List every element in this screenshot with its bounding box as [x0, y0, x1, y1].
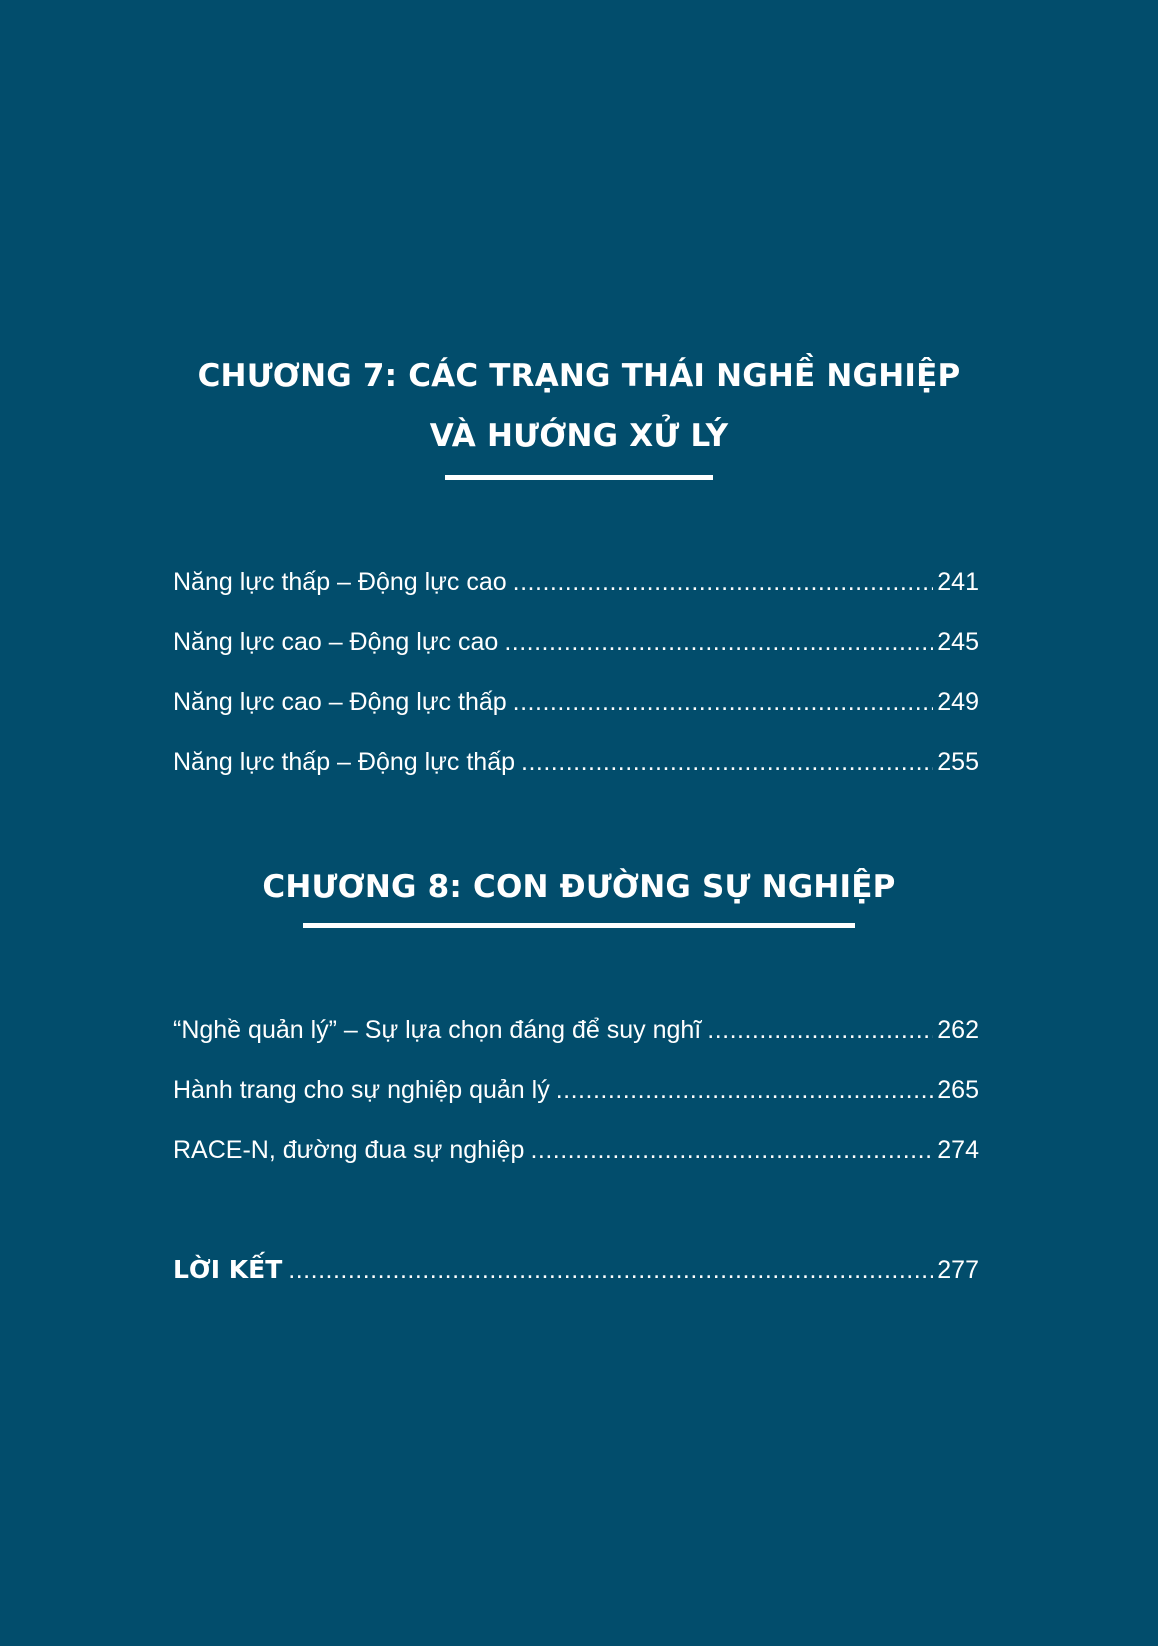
chapter-7-title-line-2: VÀ HƯỚNG XỬ LÝ — [429, 418, 729, 454]
toc-leader-dots — [504, 625, 933, 659]
toc-entry-page: 255 — [937, 748, 979, 776]
toc-entry-label: RACE-N, đường đua sự nghiệp — [173, 1136, 525, 1164]
chapter-7-underline — [445, 475, 713, 480]
toc-leader-dots — [556, 1073, 934, 1107]
toc-entry-label: Năng lực thấp – Động lực cao — [173, 568, 507, 596]
chapter-8-underline — [303, 923, 855, 928]
toc-entry-label: “Nghề quản lý” – Sự lựa chọn đáng để suy nghĩ — [173, 1016, 702, 1044]
toc-entry[interactable] — [173, 745, 979, 779]
toc-entry[interactable] — [173, 565, 979, 599]
toc-entry[interactable] — [173, 1013, 979, 1047]
chapter-7-title-line-1: CHƯƠNG 7: CÁC TRẠNG THÁI NGHỀ NGHIỆP — [197, 358, 961, 394]
toc-leader-dots — [707, 1013, 933, 1047]
toc-entry[interactable] — [173, 685, 979, 719]
toc-entry-page: 245 — [937, 628, 979, 656]
toc-entry-page: 265 — [937, 1076, 979, 1104]
toc-entry[interactable] — [173, 625, 979, 659]
toc-entry[interactable] — [173, 1073, 979, 1107]
chapter-8-title-line: CHƯƠNG 8: CON ĐƯỜNG SỰ NGHIỆP — [262, 869, 896, 905]
toc-entry[interactable] — [173, 1133, 979, 1167]
toc-closing-label: LỜI KẾT — [173, 1255, 283, 1284]
toc-entry-closing[interactable] — [173, 1253, 979, 1287]
toc-leader-dots — [530, 1133, 933, 1167]
toc-entry-label: Năng lực cao – Động lực thấp — [173, 688, 507, 716]
chapter-7-title — [0, 346, 1158, 466]
toc-leader-dots — [513, 685, 934, 719]
toc-leader-dots — [521, 745, 933, 779]
toc-leader-dots — [288, 1253, 933, 1287]
toc-entry-label: Năng lực cao – Động lực cao — [173, 628, 499, 656]
chapter-8-title — [0, 857, 1158, 917]
toc-closing-page: 277 — [937, 1256, 979, 1284]
toc-entry-page: 241 — [937, 568, 979, 596]
toc-entry-page: 249 — [937, 688, 979, 716]
toc-entry-label: Năng lực thấp – Động lực thấp — [173, 748, 516, 776]
toc-entry-page: 274 — [937, 1136, 979, 1164]
toc-leader-dots — [513, 565, 934, 599]
toc-entry-page: 262 — [937, 1016, 979, 1044]
toc-entry-label: Hành trang cho sự nghiệp quản lý — [173, 1076, 550, 1104]
